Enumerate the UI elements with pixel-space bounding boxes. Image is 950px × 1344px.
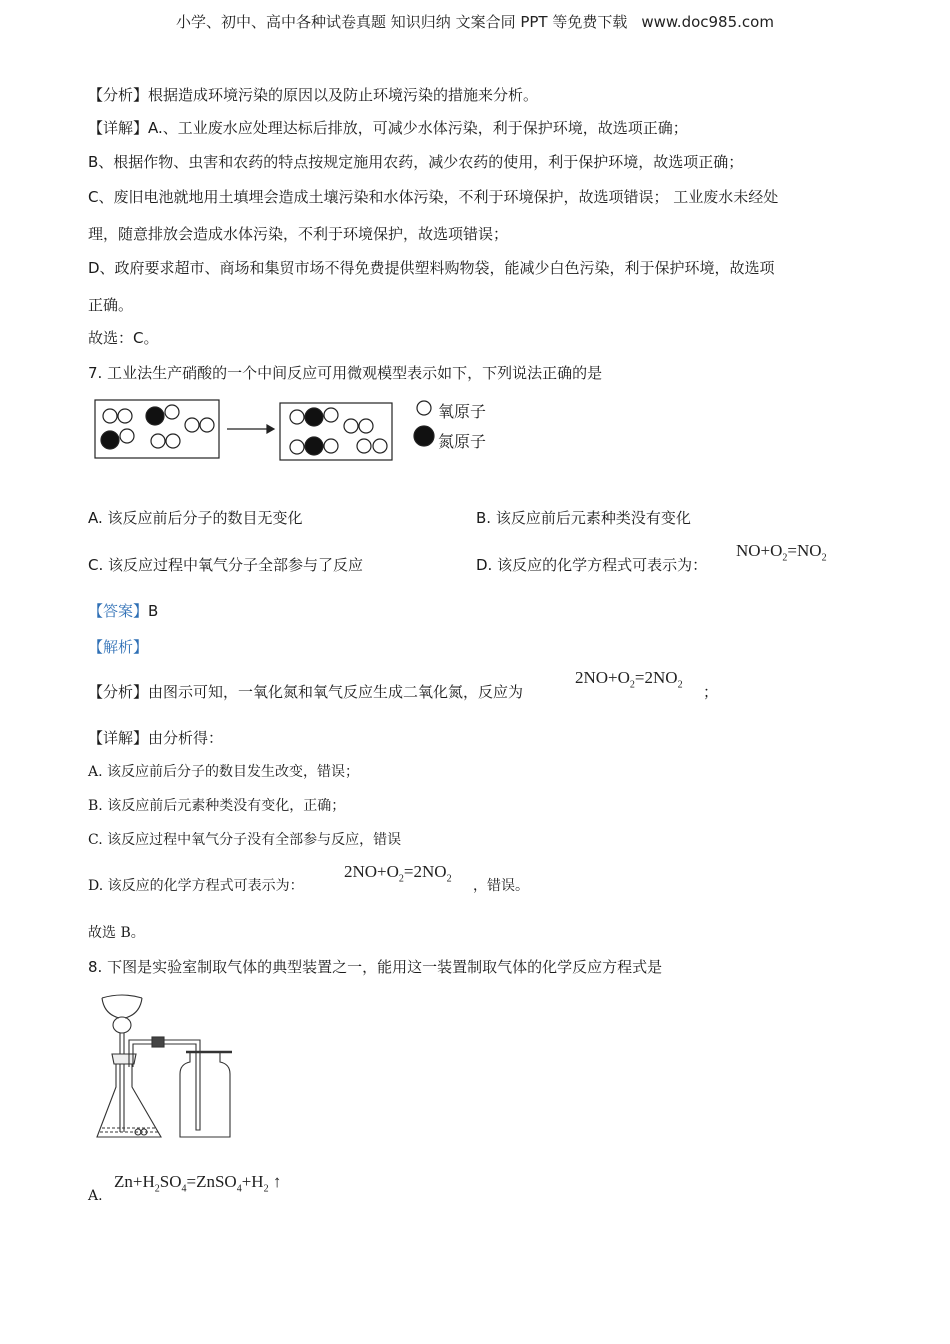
nitrogen-atom [146, 407, 164, 425]
page-header [0, 11, 950, 32]
gas-apparatus-diagram [92, 992, 242, 1147]
oxygen-atom [103, 409, 117, 423]
q6-analysis: 【分析】根据造成环境污染的原因以及防止环境污染的措施来分析。 [88, 86, 539, 104]
oxygen-atom [290, 440, 304, 454]
q6-detail-a: 【详解】A.、工业废水应处理达标后排放，可减少水体污染，利于保护环境，故选项正确； [88, 119, 688, 137]
header-text: 小学、初中、高中各种试卷真题 知识归纳 文案合同 PPT 等免费下载 [176, 13, 628, 31]
q6-detail-d1: D、政府要求超市、商场和集贸市场不得免费提供塑料购物袋，能减少白色污染，利于保护环境，故选项 [88, 259, 775, 277]
answer-label: 【答案】 [88, 602, 149, 620]
oxygen-atom [324, 439, 338, 453]
oxygen-atom [200, 418, 214, 432]
oxygen-atom [290, 410, 304, 424]
oxygen-atom [357, 439, 371, 453]
oxygen-atom [185, 418, 199, 432]
q7-analysis: 【分析】由图示可知，一氧化氮和氧气反应生成二氧化氮，反应为 [88, 683, 524, 701]
oxygen-atom [359, 419, 373, 433]
gas-jar [180, 1052, 230, 1137]
legend-oxygen-label: 氧原子 [438, 402, 487, 421]
nitrogen-atom [305, 437, 323, 455]
equation-analysis: $2NO+O_2=2NO_2$ [575, 668, 683, 691]
header-url[interactable]: www.doc985.com [641, 13, 774, 31]
oxygen-atom [344, 419, 358, 433]
legend-nitrogen-label: 氮原子 [438, 432, 487, 451]
equation-q8-option-a: $Zn+H_2SO_4=ZnSO_4+H_2$ ↑ [114, 1172, 282, 1195]
q7-option-c: C. 该反应过程中氧气分子全部参与了反应 [88, 556, 364, 574]
q7-detail-d-end: ，错误。 [473, 878, 529, 894]
conical-flask [97, 1064, 161, 1137]
q7-explain-label: 【解析】 [88, 638, 149, 656]
equation-detail-d: $2NO+O_2=2NO_2$ [344, 862, 452, 885]
q7-stem: 7. 工业法生产硝酸的一个中间反应可用微观模型表示如下，下列说法正确的是 [88, 364, 603, 382]
funnel-rim [102, 995, 142, 998]
q6-detail-c2: 理，随意排放会造成水体污染，不利于环境保护，故选项错误； [88, 225, 509, 243]
oxygen-atom [118, 409, 132, 423]
oxygen-atom [151, 434, 165, 448]
q7-option-b: B. 该反应前后元素种类没有变化 [476, 509, 691, 527]
oxygen-atom [165, 405, 179, 419]
rubber-connector [152, 1037, 164, 1047]
q7-detail-intro: 【详解】由分析得： [88, 729, 224, 747]
answer-value: B [148, 602, 159, 620]
q7-detail-c: C. 该反应过程中氧气分子没有全部参与反应，错误 [88, 832, 402, 848]
q7-detail-d: D. 该反应的化学方程式可表示为： [88, 878, 304, 894]
q7-answer [88, 600, 158, 621]
oxygen-atom [373, 439, 387, 453]
legend-oxygen-symbol [417, 401, 431, 415]
q6-detail-b: B、根据作物、虫害和农药的特点按规定施用农药，减少农药的使用，利于保护环境，故选项正确； [88, 153, 744, 171]
nitrogen-atom [305, 408, 323, 426]
oxygen-atom [120, 429, 134, 443]
q7-option-a: A. 该反应前后分子的数目无变化 [88, 509, 303, 527]
q8-option-a-label: A. [88, 1188, 103, 1204]
oxygen-atom [166, 434, 180, 448]
q6-detail-c1: C、废旧电池就地用土填埋会造成土壤污染和水体污染，不利于环境保护，故选项错误； 工业废水未经处 [88, 188, 779, 206]
q6-conclusion: 故选：C。 [88, 329, 159, 347]
oxygen-atom [324, 408, 338, 422]
delivery-tube [129, 1040, 200, 1130]
q7-detail-b: B. 该反应前后元素种类没有变化，正确； [88, 798, 346, 814]
reaction-arrow [227, 425, 274, 433]
equation-option-d: $NO+O_2=NO_2$ [736, 541, 827, 564]
q7-conclusion: 故选 B。 [88, 925, 145, 941]
q7-option-d: D. 该反应的化学方程式可表示为： [476, 556, 708, 574]
nitrogen-atom [101, 431, 119, 449]
funnel-bulb [113, 1017, 131, 1033]
q7-detail-a: A. 该反应前后分子的数目发生改变，错误； [88, 764, 360, 780]
q6-detail-d2: 正确。 [88, 296, 134, 314]
legend-nitrogen-symbol [414, 426, 434, 446]
q7-analysis-end: ； [703, 683, 719, 701]
q8-stem: 8. 下图是实验室制取气体的典型装置之一，能用这一装置制取气体的化学反应方程式是 [88, 958, 663, 976]
